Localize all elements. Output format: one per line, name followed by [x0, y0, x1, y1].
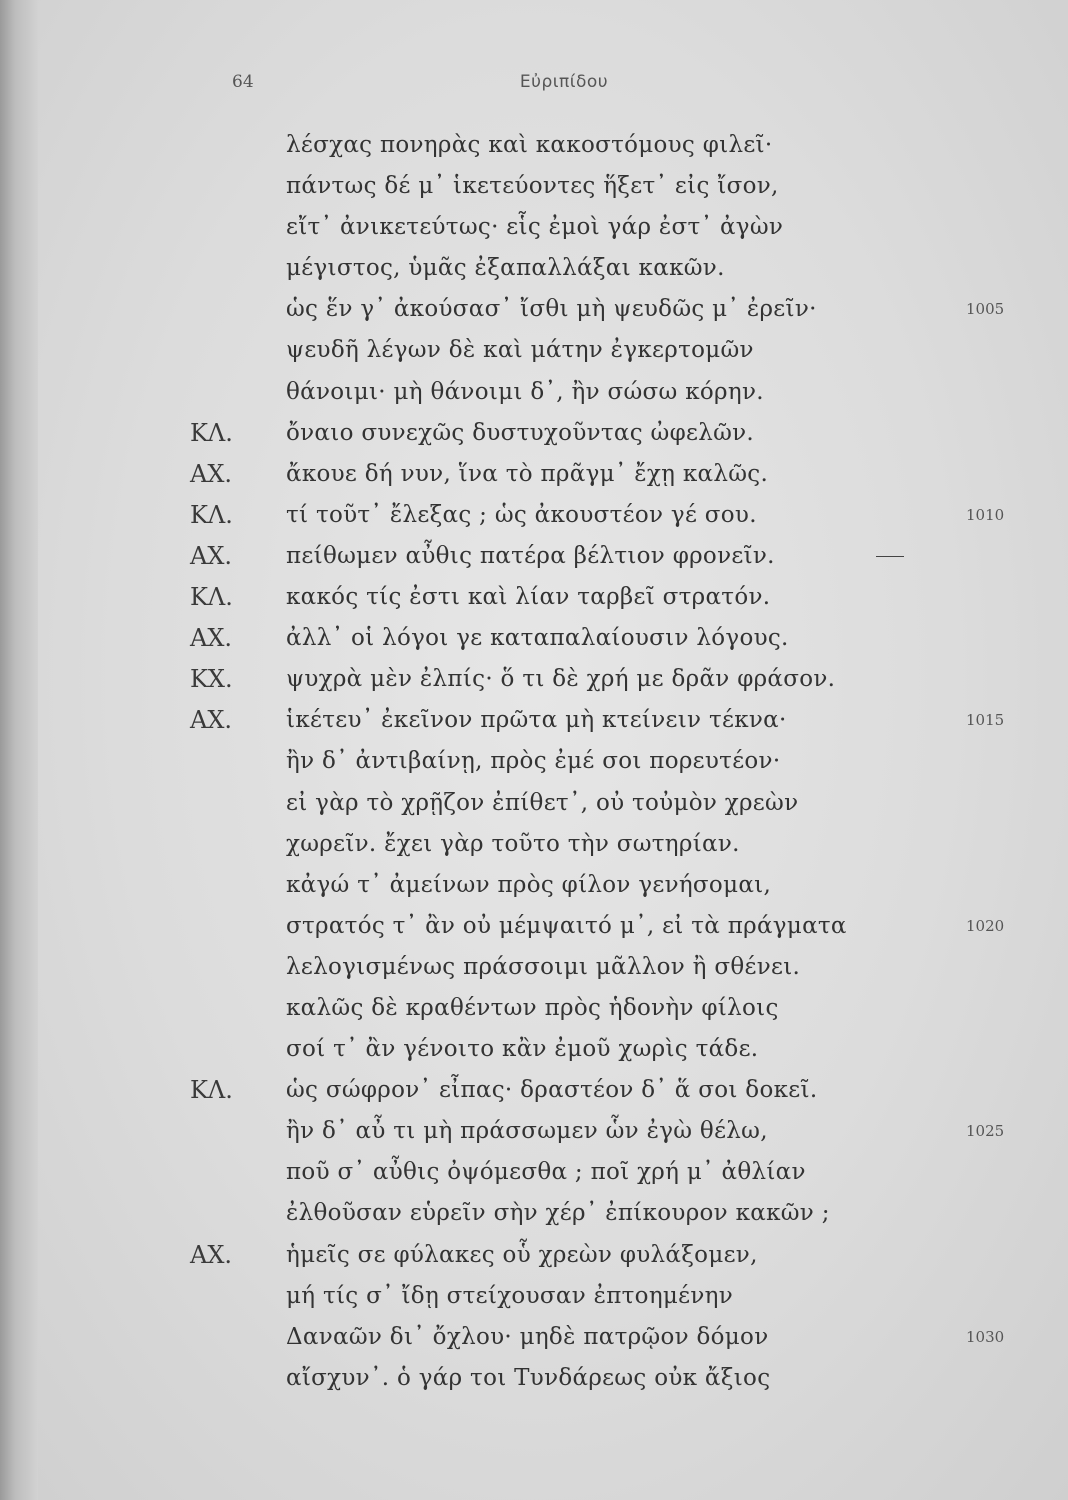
line-number: 1010 — [966, 505, 1005, 524]
line-number: 1005 — [966, 300, 1005, 319]
speaker-label: ΚΛ. — [190, 583, 233, 612]
speaker-label: ΑΧ. — [190, 1240, 233, 1269]
marginal-dash — [876, 556, 904, 557]
verse-line — [190, 536, 1030, 577]
verse-text: ποῦ σ᾽ αὖθις ὀψόμεσθα ; ποῖ χρή μ᾽ ἀθλίαν — [286, 1159, 806, 1186]
verse-text: ἡμεῖς σε φύλακες οὗ χρεὼν φυλάξομεν, — [286, 1241, 758, 1268]
verse-text: ἢν δ᾽ αὖ τι μὴ πράσσωμεν ὧν ἐγὼ θέλω, — [286, 1118, 768, 1145]
verse-text: μέγιστος, ὑμᾶς ἐξαπαλλάξαι κακῶν. — [286, 255, 725, 282]
verse-line — [190, 741, 1030, 782]
verse-text: μή τίς σ᾽ ἴδῃ στείχουσαν ἐπτοημένην — [286, 1282, 734, 1309]
verse-line — [190, 166, 1030, 207]
verse-line — [190, 700, 1030, 741]
verse-line — [190, 1193, 1030, 1234]
verse-line — [190, 1152, 1030, 1193]
verse-line — [190, 1111, 1030, 1152]
page-number: 64 — [232, 72, 254, 92]
verse-line — [190, 988, 1030, 1029]
speaker-label: ΑΧ. — [190, 706, 233, 735]
verse-text: ὡς σώφρον᾽ εἶπας· δραστέον δ᾽ ἅ σοι δοκεῖ. — [286, 1077, 818, 1104]
verse-line — [190, 1317, 1030, 1358]
verse-text: αἴσχυν᾽. ὁ γάρ τοι Τυνδάρεως οὐκ ἄξιος — [286, 1364, 771, 1391]
verse-line — [190, 248, 1030, 289]
verse-text: ἐλθοῦσαν εὑρεῖν σὴν χέρ᾽ ἐπίκουρον κακῶν ; — [286, 1200, 830, 1227]
line-number: 1025 — [966, 1122, 1005, 1141]
verse-line — [190, 1029, 1030, 1070]
verse-text: ἄκουε δή νυν, ἵνα τὸ πρᾶγμ᾽ ἔχῃ καλῶς. — [286, 460, 769, 487]
verse-text: λελογισμένως πράσσοιμι μᾶλλον ἢ σθένει. — [286, 953, 801, 980]
verse-line — [190, 413, 1030, 454]
speaker-label: ΚΛ. — [190, 500, 233, 529]
verse-text: στρατός τ᾽ ἂν οὐ μέμψαιτό μ᾽, εἰ τὰ πράγματα — [286, 912, 847, 939]
verse-line — [190, 906, 1030, 947]
verse-line — [190, 577, 1030, 618]
verse-text: λέσχας πονηρὰς καὶ κακοστόμους φιλεῖ· — [286, 132, 773, 158]
speaker-label: ΚΛ. — [190, 418, 233, 447]
verse-text: πάντως δέ μ᾽ ἱκετεύοντες ἥξετ᾽ εἰς ἴσον, — [286, 173, 779, 200]
verse-text: θάνοιμι· μὴ θάνοιμι δ᾽, ἢν σώσω κόρην. — [286, 378, 764, 405]
speaker-label: ΚΧ. — [190, 665, 233, 694]
book-spine-shadow — [0, 0, 38, 1500]
verse-text: εἴτ᾽ ἀνικετεύτως· εἷς ἐμοὶ γάρ ἐστ᾽ ἀγὼν — [286, 214, 784, 241]
verse-line — [190, 824, 1030, 865]
verse-text: τί τοῦτ᾽ ἔλεξας ; ὡς ἀκουστέον γέ σου. — [286, 501, 757, 528]
verse-text: ἀλλ᾽ οἱ λόγοι γε καταπαλαίουσιν λόγους. — [286, 625, 789, 652]
verse-line — [190, 1358, 1030, 1399]
verse-text: κἀγώ τ᾽ ἀμείνων πρὸς φίλον γενήσομαι, — [286, 871, 772, 898]
line-number: 1015 — [966, 711, 1005, 730]
verse-text-block — [190, 125, 1030, 1399]
running-title: Εὐριπίδου — [519, 72, 609, 92]
verse-line — [190, 207, 1030, 248]
verse-text: ψευδῆ λέγων δὲ καὶ μάτην ἐγκερτομῶν — [286, 337, 754, 364]
verse-text: χωρεῖν. ἔχει γὰρ τοῦτο τὴν σωτηρίαν. — [286, 830, 740, 857]
verse-line — [190, 1070, 1030, 1111]
verse-text: καλῶς δὲ κραθέντων πρὸς ἡδονὴν φίλοις — [286, 994, 779, 1021]
speaker-label: ΑΧ. — [190, 541, 233, 570]
verse-line — [190, 330, 1030, 371]
speaker-label: ΑΧ. — [190, 624, 233, 653]
verse-line — [190, 289, 1030, 330]
verse-text: ἱκέτευ᾽ ἐκεῖνον πρῶτα μὴ κτείνειν τέκνα· — [286, 707, 787, 734]
line-number: 1020 — [966, 916, 1005, 935]
verse-line — [190, 783, 1030, 824]
verse-text: ἢν δ᾽ ἀντιβαίνῃ, πρὸς ἐμέ σοι πορευτέον· — [286, 748, 781, 775]
verse-line — [190, 659, 1030, 700]
verse-line — [190, 947, 1030, 988]
verse-text: ὡς ἕν γ᾽ ἀκούσασ᾽ ἴσθι μὴ ψευδῶς μ᾽ ἐρεῖν· — [286, 296, 817, 323]
verse-line — [190, 1235, 1030, 1276]
verse-text: κακός τίς ἐστι καὶ λίαν ταρβεῖ στρατόν. — [286, 584, 771, 611]
verse-text: Δαναῶν δι᾽ ὄχλου· μηδὲ πατρῷον δόμον — [286, 1323, 769, 1350]
line-number: 1030 — [966, 1327, 1005, 1346]
verse-line — [190, 618, 1030, 659]
verse-line — [190, 865, 1030, 906]
speaker-label: ΚΛ. — [190, 1076, 233, 1105]
verse-text: ψυχρὰ μὲν ἐλπίς· ὅ τι δὲ χρή με δρᾶν φράσον. — [286, 666, 836, 693]
verse-line — [190, 125, 1030, 166]
speaker-label: ΑΧ. — [190, 459, 233, 488]
verse-line — [190, 495, 1030, 536]
verse-text: εἰ γὰρ τὸ χρῇζον ἐπίθετ᾽, οὐ τοὐμὸν χρεὼν — [286, 789, 799, 816]
verse-line — [190, 454, 1030, 495]
verse-text: ὄναιο συνεχῶς δυστυχοῦντας ὠφελῶν. — [286, 419, 755, 446]
verse-line — [190, 1276, 1030, 1317]
verse-line — [190, 372, 1030, 413]
verse-text: σοί τ᾽ ἂν γένοιτο κἂν ἐμοῦ χωρὶς τάδε. — [286, 1036, 759, 1063]
verse-text: πείθωμεν αὖθις πατέρα βέλτιον φρονεῖν. — [286, 542, 775, 569]
